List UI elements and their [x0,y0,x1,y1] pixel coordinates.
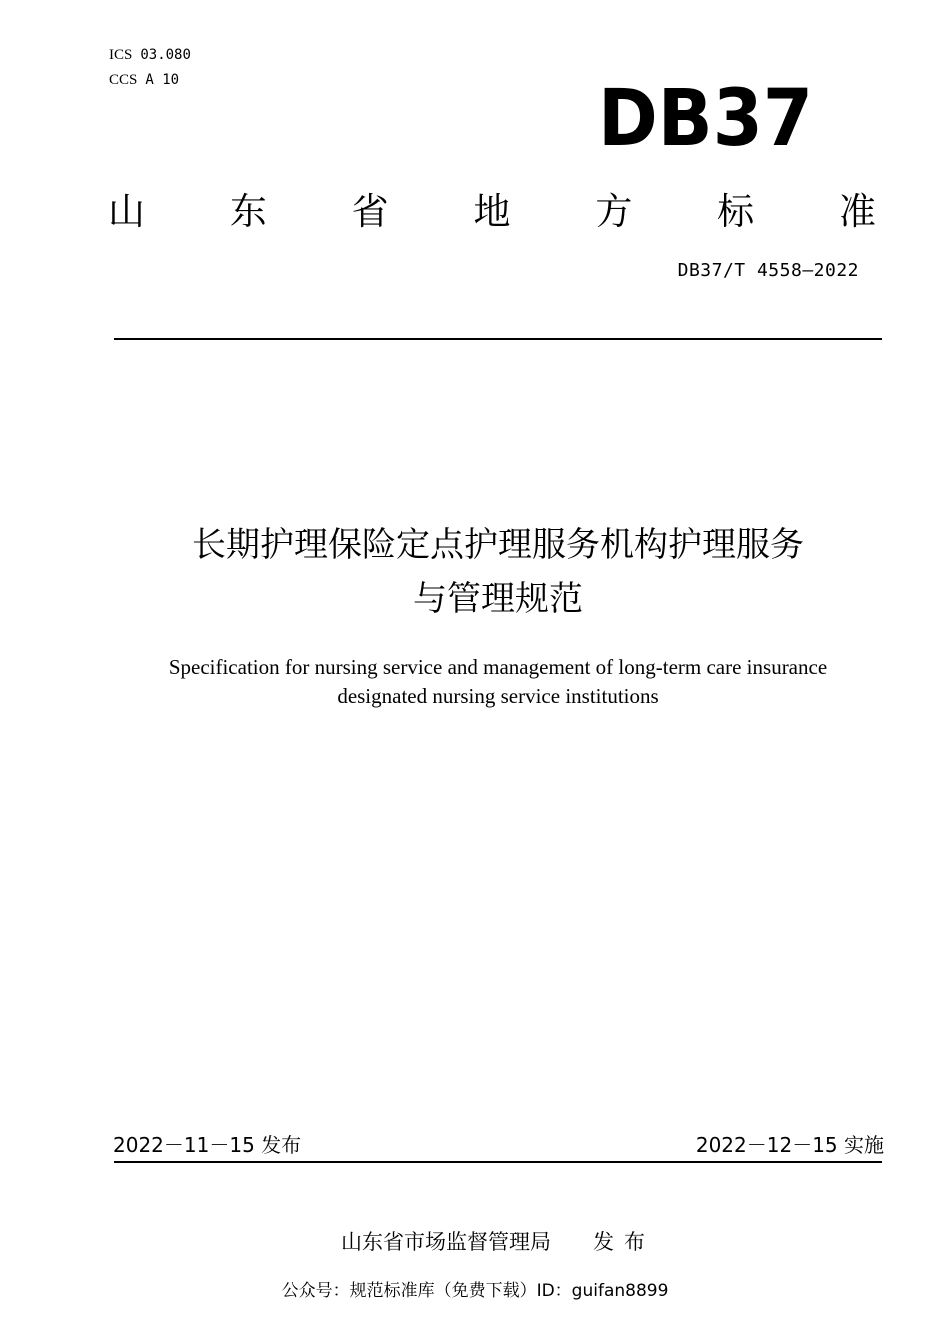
publisher-name: 山东省市场监督管理局 [341,1230,551,1254]
ics-classification [109,46,191,64]
ics-value: 03.080 [140,47,191,63]
issue-date: 2022－11－15 发布 [113,1133,302,1157]
standard-type-char: 山 [108,190,145,233]
title-en-line-1: Specification for nursing service and management of long-term care insurance [168,655,828,679]
standard-type-char: 标 [717,190,755,233]
title-cn-line-1: 长期护理保险定点护理服务机构护理服务 [192,525,804,565]
title-en-line-2: designated nursing service institutions [337,684,659,708]
db37-logo [598,82,813,152]
title-chinese [60,518,936,626]
standard-type-char: 方 [595,190,633,233]
standard-type-char: 地 [473,190,511,233]
footer-note: 公众号：规范标准库（免费下载）ID：guifan8899 [281,1281,669,1301]
ccs-label: CCS [109,72,138,88]
date-divider [114,1161,882,1163]
publisher-line [0,1226,950,1256]
ccs-value: A 10 [145,72,180,88]
implementation-date: 2022－12－15 实施 [695,1133,884,1157]
svg-text:DB37: DB37 [598,82,813,152]
standard-code: DB37/T 4558—2022 [677,260,859,281]
publisher-action: 发布 [593,1230,655,1254]
title-english [60,653,936,711]
standard-type-heading [108,185,876,231]
standard-type-char: 省 [351,190,389,233]
standard-type-char: 准 [838,190,876,233]
header-divider [114,338,882,340]
ccs-classification [109,71,179,89]
title-cn-line-2: 与管理规范 [413,579,583,619]
ics-label: ICS [109,47,133,63]
standard-type-char: 东 [229,190,267,233]
